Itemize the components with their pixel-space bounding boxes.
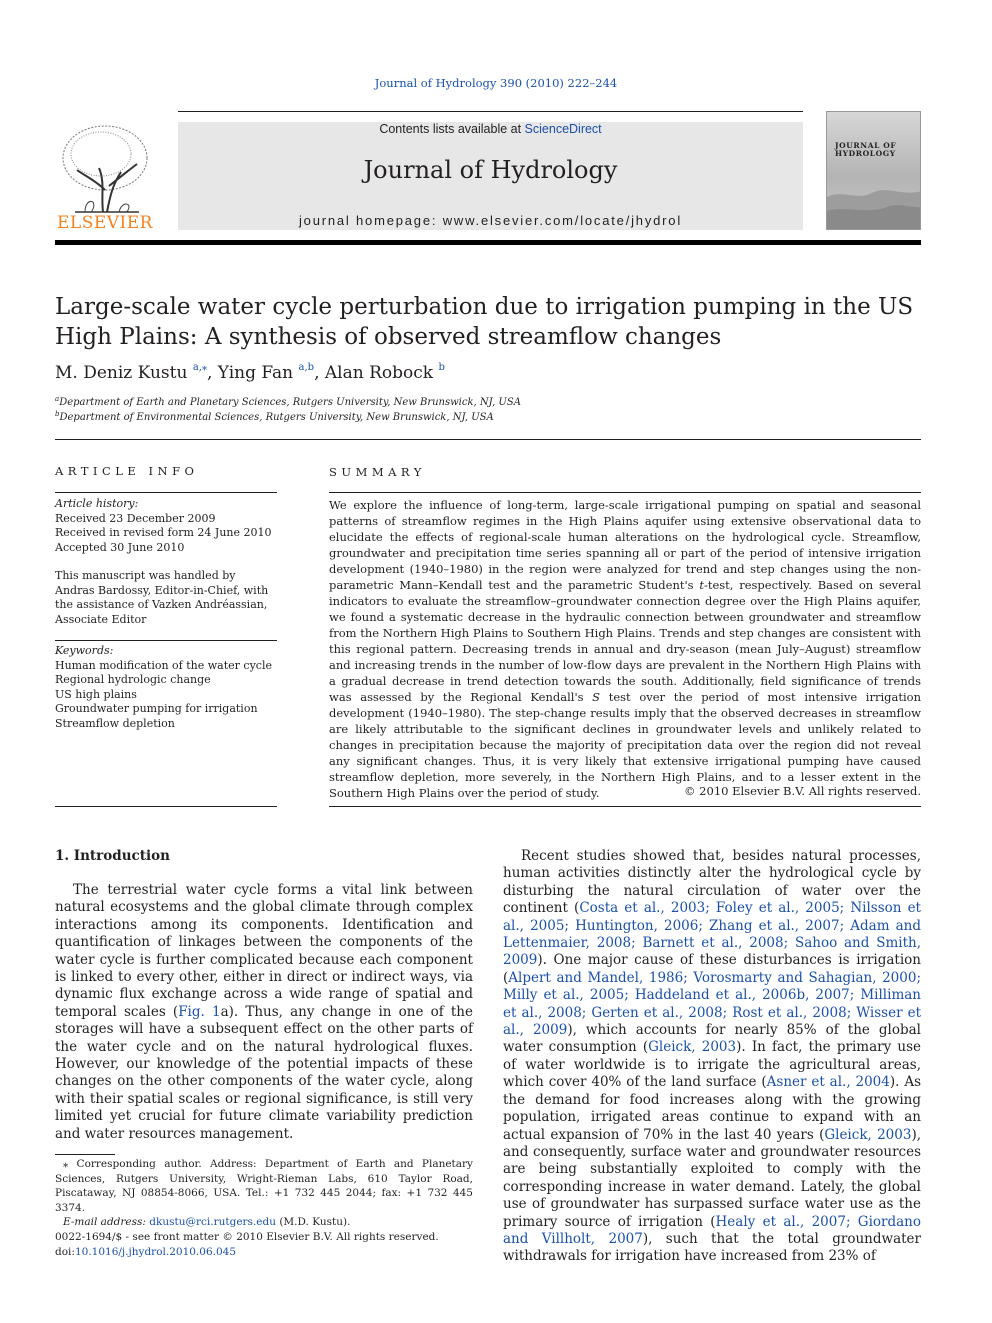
citation-link[interactable]: Alpert and Mandel, 1986; Vorosmarty and Sahagian, 2000; Milly et al., 2005; Haddeland et al., 2006b, 2007; Milliman et al., 2008; Gerten et al., 2008; Rost et al., 2008; Wisser et al., 2009 xyxy=(503,969,921,1039)
handled-by-line: Andras Bardossy, Editor-in-Chief, with xyxy=(55,583,269,597)
header-rule xyxy=(178,111,803,112)
handled-by-line: This manuscript was handled by xyxy=(55,569,236,582)
contents-line: Contents lists available at ScienceDirect xyxy=(379,122,602,136)
corresponding-author-footnote: ⁎ Corresponding author. Address: Department of Earth and Planetary Sciences, Rutgers University, Wright-Rieman Labs, 610 Taylor Road, Piscataway, NJ 08854-8066, USA. Tel.: +1 732 445 2044; fax: +1 732 445 3374. E-mail address: dkustu@rci.rutgers.edu (M.D. Kustu). xyxy=(55,1158,473,1228)
journal-cover-image xyxy=(826,111,921,230)
keywords-label: Keywords: xyxy=(55,644,114,657)
title-bottom-rule xyxy=(55,439,921,440)
keyword: Streamflow depletion xyxy=(55,716,175,730)
publisher-logo-text: ELSEVIER xyxy=(57,213,153,233)
cover-landscape-image xyxy=(827,167,921,230)
author-name: Ying Fan xyxy=(217,363,294,383)
header-thick-rule xyxy=(55,240,921,245)
history-revised: Received in revised form 24 June 2010 xyxy=(55,526,272,539)
journal-homepage: journal homepage: www.elsevier.com/locate/jhydrol xyxy=(298,213,683,228)
article-history xyxy=(55,497,277,627)
author-name: Alan Robock xyxy=(324,363,434,383)
keyword: Groundwater pumping for irrigation xyxy=(55,702,258,715)
history-accepted: Accepted 30 June 2010 xyxy=(55,540,185,554)
section-heading-introduction: 1. Introduction xyxy=(55,848,170,864)
issn-line: 0022-1694/$ - see front matter © 2010 Elsevier B.V. All rights reserved. xyxy=(55,1231,439,1243)
citation-link[interactable]: Costa et al., 2003; Foley et al., 2005; Nilsson et al., 2005; Huntington, 2006; Zhang et al., 2007; Adam and Lettenmaier, 2008; Barnett et al., 2008; Sahoo and Smith, 2009 xyxy=(503,900,921,969)
handled-by-line: Associate Editor xyxy=(55,612,147,626)
keyword: Regional hydrologic change xyxy=(55,673,211,686)
citation-link[interactable]: Gleick, 2003 xyxy=(648,1039,737,1056)
affiliation-b: $^b$Department of Environmental Sciences, Rutgers University, New Brunswick, NJ, USA xyxy=(55,410,494,423)
citation-link[interactable]: Gleick, 2003 xyxy=(824,1126,912,1143)
article-info-bottom-rule xyxy=(55,806,277,807)
author-name: M. Deniz Kustu xyxy=(55,363,188,383)
figure-1-link[interactable]: Fig. 1 xyxy=(178,1003,221,1020)
doi-link[interactable]: 10.1016/j.jhydrol.2010.06.045 xyxy=(74,1245,237,1258)
sciencedirect-link[interactable]: ScienceDirect xyxy=(524,122,602,136)
affiliation-a: $^a$Department of Earth and Planetary Sciences, Rutgers University, New Brunswick, NJ, USA xyxy=(55,395,521,408)
cover-title: JOURNAL OF HYDROLOGY xyxy=(835,141,897,158)
summary-rule xyxy=(329,492,921,493)
keyword: US high plains xyxy=(55,687,137,701)
journal-title: Journal of Hydrology xyxy=(363,156,618,184)
author-affiliation-mark[interactable]: b xyxy=(438,362,445,373)
email-link[interactable]: dkustu@rci.rutgers.edu xyxy=(149,1216,276,1228)
article-title: Large-scale water cycle perturbation due to irrigation pumping in the US High Plains: A synthesis of observed streamflow changes xyxy=(55,294,914,350)
keywords-rule xyxy=(55,640,277,641)
journal-reference[interactable]: Journal of Hydrology 390 (2010) 222–244 xyxy=(374,76,618,90)
footnote-rule xyxy=(55,1154,115,1155)
author-affiliation-mark[interactable]: a,b xyxy=(298,362,315,373)
issn-doi-block: 0022-1694/$ - see front matter © 2010 Elsevier B.V. All rights reserved. doi:10.1016/j.jhydrol.2010.06.045 xyxy=(55,1230,473,1259)
article-history-label: Article history: xyxy=(55,497,139,510)
history-received: Received 23 December 2009 xyxy=(55,511,216,525)
citation-link[interactable]: Asner et al., 2004 xyxy=(766,1074,890,1091)
article-info-heading: ARTICLE INFO xyxy=(55,464,199,478)
article-info-rule xyxy=(55,492,277,493)
author-list: M. Deniz Kustu $^{a,⁎}$, Ying Fan $^{a,b}$, Alan Robock $^b$ xyxy=(55,362,445,383)
homepage-link[interactable]: www.elsevier.com/locate/jhydrol xyxy=(442,213,683,228)
summary-heading: SUMMARY xyxy=(329,465,426,479)
keyword: Human modification of the water cycle xyxy=(55,658,272,672)
intro-paragraph-1: The terrestrial water cycle forms a vital link between natural ecosystems and the global climate through complex interactions among its components. Identification and quantification of linkages between the components of the water cycle is further complicated because each component is linked to every other, either in direct or indirect ways, via dynamic flux exchange across a wide range of spatial and temporal scales (Fig. 1a). Thus, any change in one of the storages will have a subsequent effect on the other parts of the water cycle and on the natural hydrological fluxes. However, our knowledge of the potential impacts of these changes on the other components of the water cycle, along with their spatial scales or regional significance, is still very limited yet crucial for future climate variability prediction and water resources management. xyxy=(55,882,473,1142)
citation-link[interactable]: Healy et al., 2007; Giordano and Villholt, 2007 xyxy=(503,1213,921,1247)
abstract-text: We explore the influence of long-term, large-scale irrigational pumping on spatial and seasonal patterns of streamflow regimes in the High Plains aquifer using extensive observational data to elucidate the effects of regional-scale human alterations on the hydrological cycle. Streamflow, groundwater and precipitation time series spanning all or part of the period of intensive irrigation development (1940–1980) in the region were analyzed for trend and step changes using the non-parametric Mann–Kendall test and the parametric Student's t-test, respectively. Based on several indicators to evaluate the streamflow–groundwater connection degree over the High Plains aquifer, we found a systematic decrease in the hydraulic connection between groundwater and streamflow from the Northern High Plains to Southern High Plains. Trends and step changes are consistent with this regional pattern. Decreasing trends in annual and dry-season (mean July–August) streamflow and increasing trends in the number of low-flow days are prevalent in the Northern High Plains with a gradual decrease in trend detection towards the south. Additionally, field significance of trends was assessed by the Regional Kendall's S test over the period of most intensive irrigation development (1940–1980). The step-change results imply that the observed decreases in streamflow are likely attributable to the significant declines in groundwater levels and unlikely related to changes in precipitation because the majority of precipitation data over the region did not reveal any significant changes. Thus, it is very likely that extensive irrigational pumping have caused streamflow depletion, more severely, in the Northern High Plains, and to a lesser extent in the Southern High Plains over the period of study. xyxy=(329,498,921,800)
summary-bottom-rule xyxy=(329,806,921,807)
author-affiliation-mark[interactable]: a,⁎ xyxy=(192,362,207,373)
copyright-line: © 2010 Elsevier B.V. All rights reserved. xyxy=(684,784,921,798)
handled-by-line: the assistance of Vazken Andréassian, xyxy=(55,598,268,611)
keywords-block xyxy=(55,644,277,731)
intro-paragraph-2: Recent studies showed that, besides natural processes, human activities distinctly alter the hydrological cycle by disturbing the natural circulation of water over the continent (Costa et al., 2003; Foley et al., 2005; Nilsson et al., 2005; Huntington, 2006; Zhang et al., 2007; Adam and Lettenmaier, 2008; Barnett et al., 2008; Sahoo and Smith, 2009). One major cause of these disturbances is irrigation (Alpert and Mandel, 1986; Vorosmarty and Sahagian, 2000; Milly et al., 2005; Haddeland et al., 2006b, 2007; Milliman et al., 2008; Gerten et al., 2008; Rost et al., 2008; Wisser et al., 2009), which accounts for nearly 85% of the global water consumption (Gleick, 2003). In fact, the primary use of water worldwide is to irrigate the agricultural areas, which cover 40% of the land surface (Asner et al., 2004). As the demand for food increases along with the growing population, irrigated areas continue to expand with an actual expansion of 70% in the last 40 years (Gleick, 2003), and consequently, surface water and groundwater resources are being substantially exploited to comply with the corresponding increase in water demand. Lately, the global use of groundwater has surpassed surface water use as the primary source of irrigation (Healy et al., 2007; Giordano and Villholt, 2007), such that the total groundwater withdrawals for irrigation have increased from 23% of xyxy=(503,848,922,1265)
